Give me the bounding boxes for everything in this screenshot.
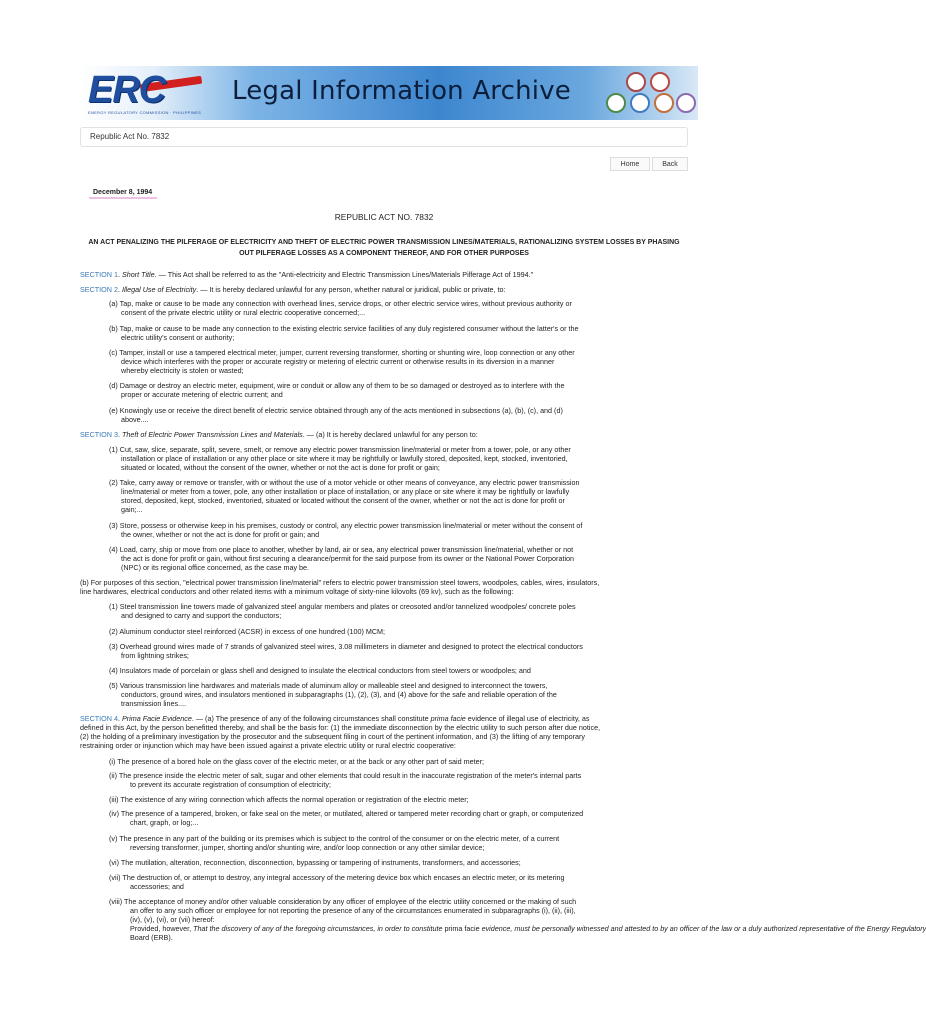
clause-line: (vii) The destruction of, or attempt to destroy, any integral accessory of the metering device box which encases an electric meter, or its metering xyxy=(109,873,565,882)
prima-facie-term: evidence, must be personally witnessed and attested to by an officer of the law or a duly authorized representative of the Energy Regulatory xyxy=(481,924,926,933)
banner-title: Legal Information Archive xyxy=(232,76,572,106)
clause-line: device which interferes with the proper or accurate registry or metering of electric current or otherwise results in its diversion in a manner xyxy=(121,357,555,366)
section-3-label[interactable]: SECTION 3 xyxy=(80,430,118,439)
clause-line: and designed to carry and support the conductors; xyxy=(121,611,282,620)
document-subtitle: AN ACT PENALIZING THE PILFERAGE OF ELECTRICITY AND THEFT OF ELECTRIC POWER TRANSMISSION LINES/MATERIALS, RATIONALIZING SYSTEM LOSSES BY PHASING OUT PILFERAGE LOSSES AS A COMPONENT THEREOF, AND FOR OTHER PURPOSES xyxy=(88,239,680,257)
clause-line: proper or accurate metering of electric current; and xyxy=(121,390,283,399)
clause-line: (2) Aluminum conductor steel reinforced (ACSR) in excess of one hundred (100) MCM; xyxy=(109,627,386,636)
section-2-label[interactable]: SECTION 2 xyxy=(80,285,118,294)
clause-text: prima facie xyxy=(444,924,480,933)
plant-icon xyxy=(630,93,650,113)
erc-logo-subtext: ENERGY REGULATORY COMMISSION · PHILIPPINES xyxy=(88,110,202,115)
clause-line: an offer to any such officer or employee for not reporting the presence of any of the circumstances enumerated in subparagraphs (i), (ii), (iii), xyxy=(130,906,576,915)
section-4-text-post: evidence of illegal use of electricity, as xyxy=(467,714,590,723)
clause-line: from lightning strikes; xyxy=(121,651,189,660)
clause-line: Board (ERB). xyxy=(130,933,173,942)
erc-logo: ERC xyxy=(88,69,166,111)
clause-line: (4) Load, carry, ship or move from one place to another, whether by land, air or sea, any electrical power transmission line/material, whether or not xyxy=(109,545,574,554)
clause-line: the owner, whether or not the act is done for profit or gain; and xyxy=(121,530,320,539)
clause-line: situated or located, without the consent of the owner, whether or not the act is done for profit or gain; xyxy=(121,463,440,472)
clause-line: (1) Steel transmission line towers made of galvanized steel angular members and plates or creosoted and/or tannelized woodpoles/ concrete poles xyxy=(109,602,576,611)
clause-line: (a) Tap, make or cause to be made any connection with overhead lines, service drops, or other electric service wires, without previous authority or xyxy=(109,299,572,308)
home-button[interactable]: Home xyxy=(610,157,650,171)
back-button[interactable]: Back xyxy=(652,157,688,171)
clause-line: (3) Store, possess or otherwise keep in his premises, custody or control, any electric power transmission line/material or meter without the consent of xyxy=(109,521,583,530)
section-1: SECTION 1. Short Title. — This Act shall be referred to as the "Anti-electricity and Electric Transmission Lines/Materials Pilferage Act of 1994." xyxy=(80,270,534,279)
clause-line: stored, deposited, kept, stocked, inventoried, situated or located without the consent of the owner, whether or not the act is done for profit or xyxy=(121,496,565,505)
clause-line: transmission lines.... xyxy=(121,699,187,708)
clause-line: (5) Various transmission line hardwares and materials made of aluminum alloy or malleable steel and designed to interconnect the towers, xyxy=(109,681,548,690)
clause-line: to prevent its accurate registration of consumption of electricity; xyxy=(130,780,331,789)
section-4: SECTION 4. Prima Facie Evidence. — (a) The presence of any of the following circumstances shall constitute prima facie evidence of illegal use of electricity, as xyxy=(80,714,590,723)
clause-line: (vi) The mutilation, alteration, reconnection, disconnection, bypassing or tampering of instruments, transformers, and accessories; xyxy=(109,858,521,867)
paragraph-line: line hardwares, electrical conductors and other related items with a minimum voltage of sixty-nine kilovolts (69 kv), such as the following: xyxy=(80,587,514,596)
section-3: SECTION 3. Theft of Electric Power Transmission Lines and Materials. — (a) It is hereby declared unlawful for any person to: xyxy=(80,430,478,439)
document-date: December 8, 1994 xyxy=(89,189,157,199)
family-icon xyxy=(626,72,646,92)
section-1-text: This Act shall be referred to as the "Anti-electricity and Electric Transmission Lines/Materials Pilferage Act of 1994." xyxy=(167,270,534,279)
factory-icon xyxy=(606,93,626,113)
clause-line: (d) Damage or destroy an electric meter, equipment, wire or conduit or allow any of them to be so damaged or destroyed as to interfere with the xyxy=(109,381,565,390)
clause-line: reversing transformer, jumper, shorting and/or shunting wire, and/or loop connection or any other similar device; xyxy=(130,843,485,852)
section-1-title: Short Title xyxy=(121,270,155,279)
clause-line: (v) The presence in any part of the building or its premises which is subject to the control of the consumer or on the electric meter, of a current xyxy=(109,834,560,843)
paragraph-line: (b) For purposes of this section, "electrical power transmission line/material" refers to electric power transmission steel towers, woodpoles, cables, wires, insulators, xyxy=(80,578,600,587)
section-4-label[interactable]: SECTION 4 xyxy=(80,714,118,723)
paragraph-line: restraining order or injunction which may have been issued against a private electric utility or rural electric cooperative: xyxy=(80,741,456,750)
clause-line: (4) Insulators made of porcelain or glass shell and designed to insulate the electrical conductors from steel towers or woodpoles; and xyxy=(109,666,531,675)
clause-line: (1) Cut, saw, slice, separate, split, severe, smelt, or remove any electric power transmission line/material or meter from a tower, pole, or any other xyxy=(109,445,571,454)
section-4-text-pre: (a) The presence of any of the following circumstances shall constitute xyxy=(205,714,429,723)
header-banner xyxy=(80,66,698,120)
section-2-text: It is hereby declared unlawful for any person, whether natural or juridical, public or private, to: xyxy=(209,285,506,294)
clause-line: electric utility's consent or authority; xyxy=(121,333,235,342)
agency-icons xyxy=(602,70,694,116)
clause-line: (e) Knowingly use or receive the direct benefit of electric service obtained through any of the acts mentioned in subsections (a), (b), (c), and (d) xyxy=(109,406,563,415)
section-3-text: (a) It is hereby declared unlawful for any person to: xyxy=(315,430,478,439)
clause-line: conductors, ground wires, and insulators mentioned in subparagraphs (1), (2), (3), and (4) above for the safe and reliable operation of the xyxy=(121,690,557,699)
clause-line: line/material or meter from a tower, pole, any other installation or place of installation, or any place or site where it may be rightfully or lawfully xyxy=(121,487,570,496)
clause-line: accessories; and xyxy=(130,882,184,891)
clause-line: (iv), (v), (vi), or (vii) hereof: xyxy=(130,915,215,924)
clause-line: (iv) The presence of a tampered, broken, or fake seal on the meter, or mutilated, altered or tampered meter recording chart or graph, or computerized xyxy=(109,809,584,818)
clause-line: (i) The presence of a bored hole on the glass cover of the electric meter, or at the back or any other part of said meter; xyxy=(109,757,485,766)
clause-text: Provided, however, xyxy=(130,924,192,933)
section-2: SECTION 2. Illegal Use of Electricity. — It is hereby declared unlawful for any person, whether natural or juridical, public or private, to: xyxy=(80,285,506,294)
clause-line: (b) Tap, make or cause to be made any connection to the existing electric service facilities of any duly registered consumer without the latter's or the xyxy=(109,324,579,333)
clause-line: (3) Overhead ground wires made of 7 strands of galvanized steel wires, 3.08 millimeters in diameter and designed to protect the electrical conductors xyxy=(109,642,583,651)
clause-line: whereby electricity is stolen or wasted; xyxy=(121,366,244,375)
section-4-title: Prima Facie Evidence xyxy=(121,714,192,723)
tower-icon xyxy=(650,72,670,92)
clause-line: the act is done for profit or gain, without first securing a clearance/permit for the said purpose from its owner or the National Power Corporation xyxy=(121,554,575,563)
section-4-term: prima facie xyxy=(430,714,466,723)
transmission-icon xyxy=(654,93,674,113)
clause-line: gain;... xyxy=(121,505,143,514)
proviso-term: That the discovery of any of the foregoing circumstances, in order to constitute xyxy=(193,924,443,933)
clause-line: installation or place of installation or any other place or site where it may be rightfully or lawfully stored, deposited, kept, stocked, inventoried, xyxy=(121,454,568,463)
clause-line xyxy=(130,924,926,933)
clause-line: consent of the private electric utility or rural electric cooperative concerned;... xyxy=(121,308,366,317)
meter-icon xyxy=(676,93,696,113)
clause-line: (viii) The acceptance of money and/or other valuable consideration by any officer of employee of the electric utility concerned or the making of such xyxy=(109,897,577,906)
section-3-title: Theft of Electric Power Transmission Lines and Materials xyxy=(121,430,303,439)
clause-line: (2) Take, carry away or remove or transfer, with or without the use of a motor vehicle or other means of conveyance, any electric power transmission xyxy=(109,478,580,487)
paragraph-line: (2) the holding of a preliminary investigation by the prosecutor and the subsequent filing in court of the pertinent information, and (3) the lifting of any temporary xyxy=(80,732,586,741)
title-bar-text: Republic Act No. 7832 xyxy=(90,132,170,141)
clause-line: (NPC) or its regional office concerned, as the case may be. xyxy=(121,563,310,572)
clause-line: (ii) The presence inside the electric meter of salt, sugar and other elements that could result in the inaccurate registration of the meter's internal parts xyxy=(109,771,582,780)
paragraph-line: defined in this Act, by the person benefitted thereby, and shall be the basis for: (1) the immediate disconnection by the electric utility to such person after due notice, xyxy=(80,723,601,732)
clause-line: (c) Tamper, install or use a tampered electrical meter, jumper, current reversing transformer, shorting or shunting wire, loop connection or any other xyxy=(109,348,575,357)
clause-line: chart, graph, or log;... xyxy=(130,818,199,827)
title-bar xyxy=(80,127,688,147)
section-2-title: Illegal Use of Electricity xyxy=(121,285,197,294)
clause-line: (iii) The existence of any wiring connection which affects the normal operation or registration of the electric meter; xyxy=(109,795,469,804)
clause-line: above.... xyxy=(121,415,149,424)
section-1-label[interactable]: SECTION 1 xyxy=(80,270,118,279)
document-heading: REPUBLIC ACT NO. 7832 xyxy=(334,212,434,222)
